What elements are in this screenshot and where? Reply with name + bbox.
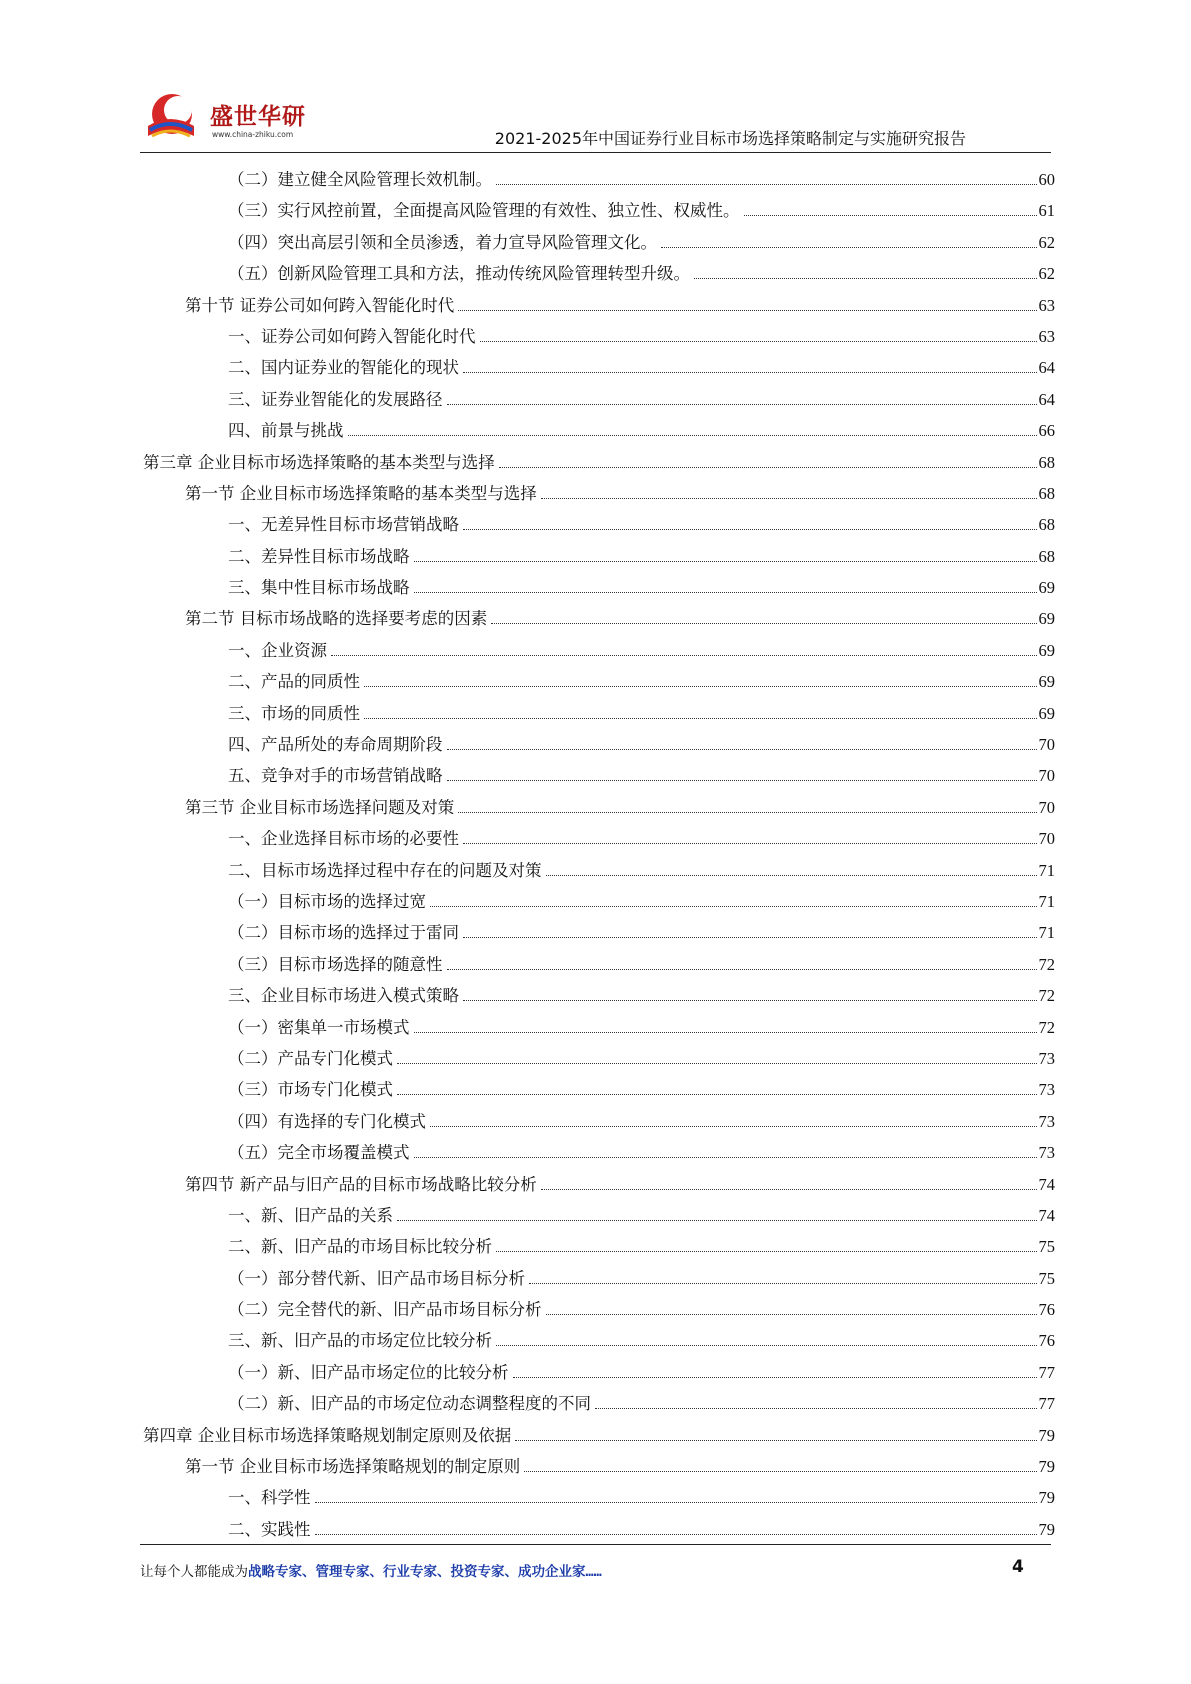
toc-dot-leader: [463, 372, 1037, 373]
toc-dot-leader: [541, 498, 1037, 499]
document-title: 2021-2025年中国证券行业目标市场选择策略制定与实施研究报告: [494, 129, 966, 148]
toc-entry[interactable]: [0, 819, 1191, 850]
toc-entry-page: 70: [1038, 766, 1055, 786]
toc-entry-page: 69: [1038, 672, 1055, 692]
toc-entry-page: 76: [1038, 1300, 1055, 1320]
toc-entry-label: 第十节 证券公司如何跨入智能化时代: [185, 295, 455, 315]
toc-dot-leader: [447, 969, 1037, 970]
toc-entry[interactable]: [0, 1384, 1191, 1415]
toc-dot-leader: [447, 749, 1037, 750]
toc-dot-leader: [661, 247, 1037, 248]
toc-entry[interactable]: [0, 1102, 1191, 1133]
toc-dot-leader: [364, 718, 1037, 719]
toc-entry-page: 70: [1038, 735, 1055, 755]
toc-entry-page: 73: [1038, 1111, 1055, 1131]
toc-entry[interactable]: [0, 756, 1191, 787]
toc-entry[interactable]: [0, 537, 1191, 568]
toc-entry[interactable]: [0, 1478, 1191, 1509]
toc-entry[interactable]: [0, 1008, 1191, 1039]
toc-dot-leader: [447, 780, 1037, 781]
toc-entry[interactable]: [0, 1196, 1191, 1227]
toc-entry-page: 71: [1038, 923, 1055, 943]
toc-entry-page: 79: [1038, 1425, 1055, 1445]
toc-dot-leader: [414, 592, 1037, 593]
toc-entry-label: 一、新、旧产品的关系: [228, 1205, 393, 1225]
toc-entry-label: 二、国内证券业的智能化的现状: [228, 358, 459, 378]
toc-dot-leader: [546, 1314, 1037, 1315]
toc-entry-page: 75: [1038, 1237, 1055, 1257]
toc-entry-label: 四、前景与挑战: [228, 421, 344, 441]
toc-entry-label: 第四章 企业目标市场选择策略规划制定原则及依据: [143, 1425, 512, 1445]
toc-entry-page: 68: [1038, 546, 1055, 566]
toc-dot-leader: [315, 1502, 1037, 1503]
toc-entry-label: 三、集中性目标市场战略: [228, 578, 410, 598]
toc-entry-page: 61: [1038, 201, 1055, 221]
toc-entry-page: 70: [1038, 829, 1055, 849]
toc-entry-label: 一、科学性: [228, 1488, 311, 1508]
toc-entry[interactable]: [0, 631, 1191, 662]
toc-entry[interactable]: [0, 1353, 1191, 1384]
toc-dot-leader: [524, 1471, 1036, 1472]
toc-entry[interactable]: [0, 694, 1191, 725]
toc-entry-label: 二、实践性: [228, 1519, 311, 1539]
toc-entry-label: 三、市场的同质性: [228, 703, 360, 723]
toc-entry[interactable]: [0, 662, 1191, 693]
toc-entry-label: （一）部分替代新、旧产品市场目标分析: [228, 1268, 525, 1288]
toc-entry-page: 73: [1038, 1143, 1055, 1163]
toc-entry-page: 60: [1038, 170, 1055, 189]
toc-dot-leader: [348, 435, 1037, 436]
toc-entry-label: 四、产品所处的寿命周期阶段: [228, 735, 443, 755]
logo-name: 盛世华研: [210, 104, 306, 130]
toc-entry-label: （二）产品专门化模式: [228, 1048, 393, 1068]
toc-dot-leader: [397, 1220, 1037, 1221]
toc-entry-label: 一、企业选择目标市场的必要性: [228, 829, 459, 849]
toc-entry-page: 64: [1038, 358, 1055, 378]
toc-entry-page: 68: [1038, 452, 1055, 472]
toc-dot-leader: [463, 843, 1037, 844]
toc-entry[interactable]: [0, 1070, 1191, 1101]
footer-slogan: [140, 1560, 602, 1580]
toc-entry[interactable]: [0, 348, 1191, 379]
toc-dot-leader: [529, 1283, 1037, 1284]
toc-entry[interactable]: [0, 254, 1191, 285]
toc-entry-page: 74: [1038, 1205, 1055, 1225]
toc-entry-label: （四）突出高层引领和全员渗透，着力宣导风险管理文化。: [228, 232, 657, 252]
logo-url: www.china-zhiku.com: [212, 130, 294, 139]
toc-entry[interactable]: [0, 380, 1191, 411]
toc-dot-leader: [397, 1063, 1037, 1064]
toc-entry-label: 第一节 企业目标市场选择策略的基本类型与选择: [185, 483, 537, 503]
toc-entry-page: 72: [1038, 954, 1055, 974]
toc-entry-label: （二）新、旧产品的市场定位动态调整程度的不同: [228, 1394, 591, 1414]
toc-entry-label: （一）密集单一市场模式: [228, 1017, 410, 1037]
toc-dot-leader: [541, 1189, 1037, 1190]
toc-dot-leader: [491, 623, 1036, 624]
toc-entry-label: （五）创新风险管理工具和方法，推动传统风险管理转型升级。: [228, 264, 690, 284]
toc-entry-label: （二）建立健全风险管理长效机制。: [228, 170, 492, 189]
toc-dot-leader: [430, 1126, 1037, 1127]
toc-dot-leader: [397, 1094, 1037, 1095]
toc-dot-leader: [414, 1157, 1037, 1158]
toc-entry-page: 73: [1038, 1080, 1055, 1100]
toc-entry[interactable]: [0, 443, 1191, 474]
toc-entry-page: 79: [1038, 1519, 1055, 1539]
toc-dot-leader: [315, 1534, 1037, 1535]
toc-dot-leader: [458, 812, 1036, 813]
toc-dot-leader: [430, 906, 1037, 907]
toc-entry-label: 一、无差异性目标市场营销战略: [228, 515, 459, 535]
toc-dot-leader: [447, 404, 1037, 405]
toc-dot-leader: [331, 655, 1037, 656]
toc-entry-page: 63: [1038, 295, 1055, 315]
toc-entry-page: 69: [1038, 640, 1055, 660]
toc-entry[interactable]: [0, 474, 1191, 505]
page-header: [0, 0, 1191, 160]
toc-dot-leader: [496, 184, 1037, 185]
toc-entry-label: 五、竞争对手的市场营销战略: [228, 766, 443, 786]
toc-entry[interactable]: [0, 286, 1191, 317]
toc-entry-label: 第三节 企业目标市场选择问题及对策: [185, 797, 455, 817]
toc-entry-page: 79: [1038, 1457, 1055, 1477]
toc-dot-leader: [595, 1408, 1037, 1409]
toc-dot-leader: [499, 467, 1037, 468]
toc-entry-label: 三、企业目标市场进入模式策略: [228, 986, 459, 1006]
toc-entry-page: 69: [1038, 609, 1055, 629]
toc-entry-label: （四）有选择的专门化模式: [228, 1111, 426, 1131]
toc-entry-label: （三）目标市场选择的随意性: [228, 954, 443, 974]
toc-dot-leader: [414, 1032, 1037, 1033]
toc-entry-page: 72: [1038, 1017, 1055, 1037]
toc-entry-label: 第三章 企业目标市场选择策略的基本类型与选择: [143, 452, 495, 472]
toc-entry-page: 68: [1038, 483, 1055, 503]
toc-entry-page: 77: [1038, 1362, 1055, 1382]
toc-entry-page: 71: [1038, 891, 1055, 911]
toc-entry-label: 一、证券公司如何跨入智能化时代: [228, 326, 476, 346]
toc-dot-leader: [744, 215, 1037, 216]
toc-entry-label: （五）完全市场覆盖模式: [228, 1143, 410, 1163]
toc-entry-page: 76: [1038, 1331, 1055, 1351]
toc-dot-leader: [513, 1377, 1037, 1378]
toc-entry-label: 第二节 目标市场战略的选择要考虑的因素: [185, 609, 488, 629]
footer-divider: [140, 1544, 1051, 1545]
toc-entry-page: 77: [1038, 1394, 1055, 1414]
toc-entry-label: （一）新、旧产品市场定位的比较分析: [228, 1362, 509, 1382]
toc-dot-leader: [463, 529, 1037, 530]
toc-entry-page: 73: [1038, 1048, 1055, 1068]
toc-entry[interactable]: [0, 788, 1191, 819]
toc-entry[interactable]: [0, 191, 1191, 222]
toc-entry-page: 69: [1038, 703, 1055, 723]
toc-entry-label: 二、差异性目标市场战略: [228, 546, 410, 566]
toc-entry[interactable]: [0, 317, 1191, 348]
toc-entry[interactable]: [0, 1321, 1191, 1352]
slogan-highlight: 战略专家、管理专家、行业专家、投资专家、成功企业家……: [248, 1564, 602, 1580]
toc-entry[interactable]: [0, 851, 1191, 882]
toc-entry[interactable]: [0, 1227, 1191, 1258]
toc-entry[interactable]: [0, 1259, 1191, 1290]
toc-dot-leader: [480, 341, 1037, 342]
toc-entry[interactable]: [0, 223, 1191, 254]
toc-entry-page: 72: [1038, 986, 1055, 1006]
toc-entry-page: 71: [1038, 860, 1055, 880]
table-of-contents: [0, 160, 1191, 1541]
toc-dot-leader: [463, 937, 1037, 938]
toc-entry[interactable]: [0, 1290, 1191, 1321]
toc-entry-page: 75: [1038, 1268, 1055, 1288]
toc-entry-label: （三）市场专门化模式: [228, 1080, 393, 1100]
toc-entry-page: 68: [1038, 515, 1055, 535]
toc-entry-label: （一）目标市场的选择过宽: [228, 891, 426, 911]
toc-entry-label: 第四节 新产品与旧产品的目标市场战略比较分析: [185, 1174, 537, 1194]
toc-entry-page: 63: [1038, 326, 1055, 346]
toc-entry[interactable]: [0, 505, 1191, 536]
toc-entry[interactable]: [0, 1133, 1191, 1164]
toc-entry[interactable]: [0, 568, 1191, 599]
toc-entry-page: 64: [1038, 389, 1055, 409]
header-divider: [140, 152, 1051, 153]
slogan-prefix: 让每个人都能成为: [140, 1564, 248, 1580]
toc-entry[interactable]: [0, 913, 1191, 944]
toc-dot-leader: [458, 310, 1036, 311]
toc-dot-leader: [496, 1345, 1037, 1346]
toc-entry[interactable]: [0, 1510, 1191, 1541]
toc-entry-label: 三、新、旧产品的市场定位比较分析: [228, 1331, 492, 1351]
toc-entry[interactable]: [0, 976, 1191, 1007]
toc-entry[interactable]: [0, 1416, 1191, 1447]
toc-entry[interactable]: [0, 725, 1191, 756]
toc-dot-leader: [364, 686, 1037, 687]
toc-entry[interactable]: [0, 411, 1191, 442]
toc-entry-page: 66: [1038, 421, 1055, 441]
toc-dot-leader: [694, 278, 1037, 279]
toc-entry-page: 70: [1038, 797, 1055, 817]
toc-entry-label: （二）完全替代的新、旧产品市场目标分析: [228, 1300, 542, 1320]
toc-entry[interactable]: [0, 945, 1191, 976]
toc-entry[interactable]: [0, 1447, 1191, 1478]
toc-entry-page: 74: [1038, 1174, 1055, 1194]
toc-dot-leader: [414, 561, 1037, 562]
toc-entry-label: 第一节 企业目标市场选择策略规划的制定原则: [185, 1457, 521, 1477]
toc-entry[interactable]: [0, 1165, 1191, 1196]
toc-entry-page: 62: [1038, 232, 1055, 252]
toc-entry[interactable]: [0, 599, 1191, 630]
toc-entry-label: 三、证券业智能化的发展路径: [228, 389, 443, 409]
toc-entry[interactable]: [0, 882, 1191, 913]
toc-entry-label: （三）实行风控前置，全面提高风险管理的有效性、独立性、权威性。: [228, 201, 740, 221]
toc-entry-label: 二、产品的同质性: [228, 672, 360, 692]
toc-entry-page: 79: [1038, 1488, 1055, 1508]
toc-entry[interactable]: [0, 1039, 1191, 1070]
toc-entry[interactable]: [0, 160, 1191, 191]
toc-dot-leader: [515, 1440, 1036, 1441]
toc-entry-page: 62: [1038, 264, 1055, 284]
toc-entry-label: （二）目标市场的选择过于雷同: [228, 923, 459, 943]
toc-dot-leader: [463, 1000, 1037, 1001]
toc-entry-label: 二、目标市场选择过程中存在的问题及对策: [228, 860, 542, 880]
toc-entry-label: 二、新、旧产品的市场目标比较分析: [228, 1237, 492, 1257]
toc-dot-leader: [546, 875, 1037, 876]
toc-entry-label: 一、企业资源: [228, 640, 327, 660]
toc-dot-leader: [496, 1251, 1037, 1252]
toc-entry-page: 69: [1038, 578, 1055, 598]
page-number: 4: [1012, 1557, 1024, 1577]
